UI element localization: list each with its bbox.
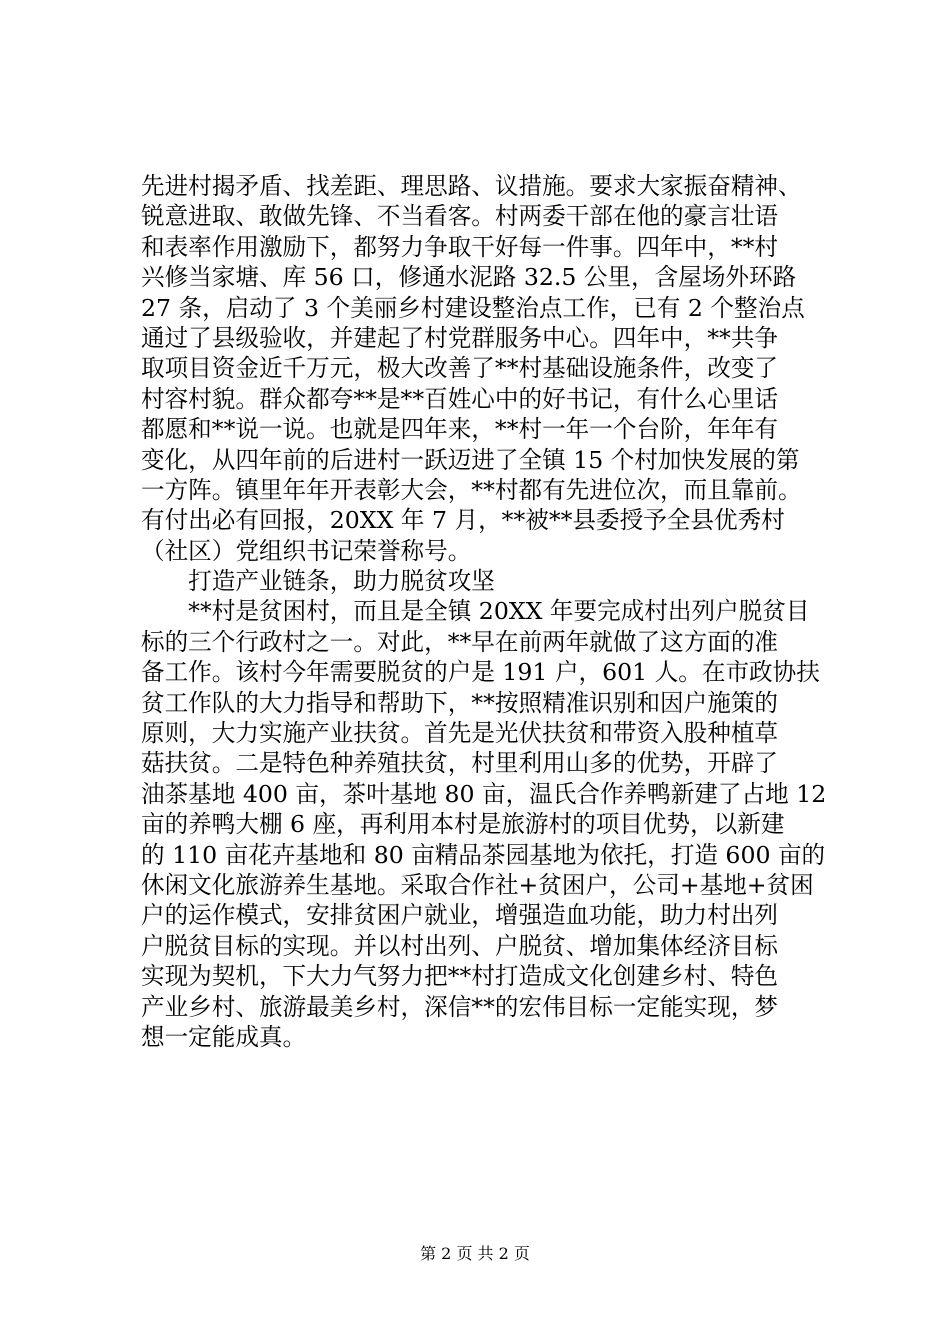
- text-line: 贫工作队的大力指导和帮助下，**按照精准识别和因户施策的: [141, 688, 779, 717]
- text-line: 休闲文化旅游养生基地。采取合作社+贫困户，公司+基地+贫困: [141, 870, 814, 899]
- text-line: （社区）党组织书记荣誉称号。: [141, 536, 472, 565]
- text-line: 户的运作模式，安排贫困户就业，增强造血功能，助力村出列: [141, 901, 779, 930]
- text-line: 通过了县级验收，并建起了村党群服务中心。四年中，**共争: [141, 323, 779, 352]
- section-heading: 打造产业链条，助力脱贫攻坚: [141, 567, 495, 596]
- text-line: 户脱贫目标的实现。并以村出列、户脱贫、增加集体经济目标: [141, 931, 779, 960]
- text-line: 亩的养鸭大棚 6 座，再利用本村是旅游村的项目优势，以新建: [141, 810, 785, 839]
- text-line: **村是贫困村，而且是全镇 20XX 年要完成村出列户脱贫目: [141, 597, 810, 626]
- text-line: 的 110 亩花卉基地和 80 亩精品茶园基地为依托，打造 600 亩的: [141, 840, 826, 869]
- text-line: 有付出必有回报，20XX 年 7 月，**被**县委授予全县优秀村: [141, 506, 785, 535]
- text-line: 产业乡村、旅游最美乡村，深信**的宏伟目标一定能实现，梦: [141, 992, 779, 1021]
- text-line: 标的三个行政村之一。对此，**早在前两年就做了这方面的准: [141, 627, 779, 656]
- text-line: 先进村揭矛盾、找差距、理思路、议措施。要求大家振奋精神、: [141, 172, 802, 200]
- text-line: 和表率作用激励下，都努力争取干好每一件事。四年中，**村: [141, 232, 779, 261]
- text-line: 取项目资金近千万元，极大改善了**村基础设施条件，改变了: [141, 354, 779, 383]
- text-line: 锐意进取、敢做先锋、不当看客。村两委干部在他的豪言壮语: [141, 202, 779, 231]
- text-line: 实现为契机，下大力气努力把**村打造成文化创建乡村、特色: [141, 962, 779, 991]
- text-line: 菇扶贫。二是特色种养殖扶贫，村里利用山多的优势，开辟了: [141, 749, 779, 778]
- text-line: 兴修当家塘、库 56 口，修通水泥路 32.5 公里，含屋场外环路: [141, 263, 797, 292]
- text-line: 原则，大力实施产业扶贫。首先是光伏扶贫和带资入股种植草: [141, 719, 779, 748]
- text-line: 变化，从四年前的后进村一跃迈进了全镇 15 个村加快发展的第: [141, 445, 800, 474]
- text-line: 想一定能成真。: [141, 1022, 307, 1051]
- text-line: 一方阵。镇里年年开表彰大会，**村都有先进位次，而且靠前。: [141, 475, 802, 504]
- text-line: 备工作。该村今年需要脱贫的户是 191 户，601 人。在市政协扶: [141, 658, 820, 687]
- text-line: 都愿和**说一说。也就是四年来，**村一年一个台阶，年年有: [141, 415, 779, 444]
- page-number: 第 2 页 共 2 页: [420, 1244, 530, 1263]
- text-line: 27 条，启动了 3 个美丽乡村建设整治点工作，已有 2 个整治点: [141, 293, 805, 322]
- text-line: 油茶基地 400 亩，茶叶基地 80 亩，温氏合作养鸭新建了占地 12: [141, 779, 827, 808]
- text-line: 村容村貌。群众都夸**是**百姓心中的好书记，有什么心里话: [141, 384, 779, 413]
- document-body: [141, 171, 861, 1052]
